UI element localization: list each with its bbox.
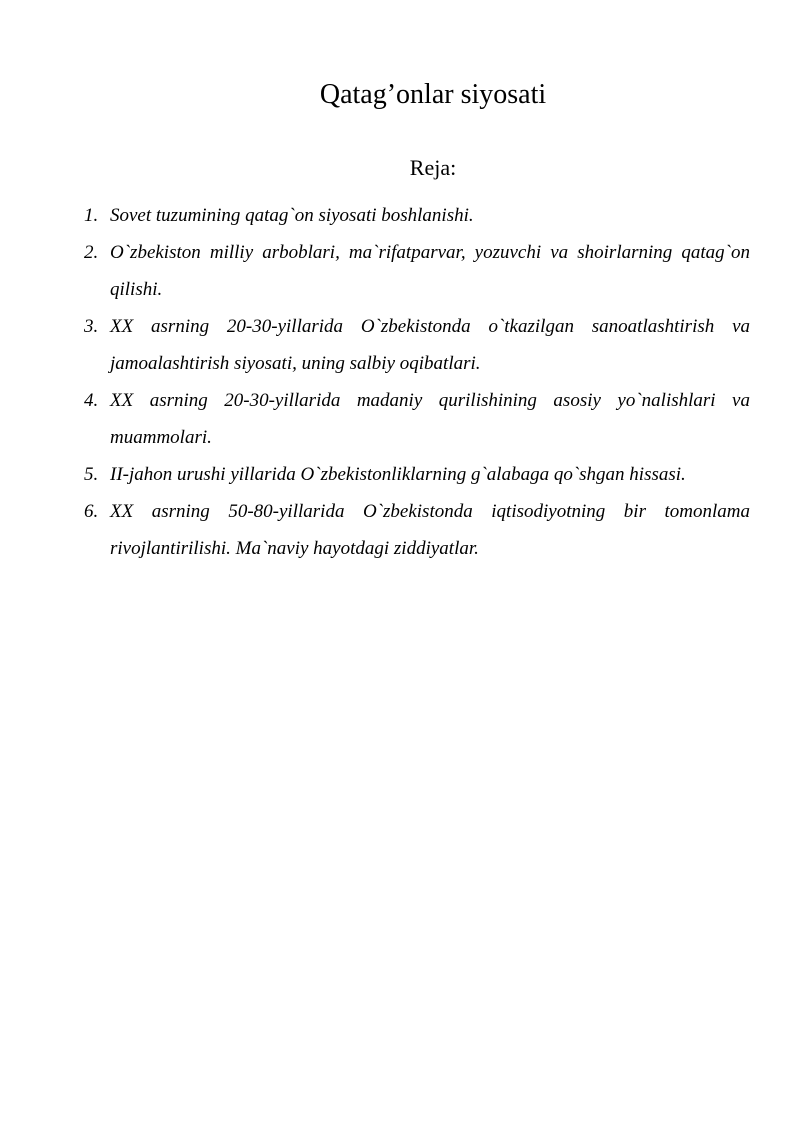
- plan-item: [84, 382, 750, 456]
- plan-item: [84, 308, 750, 382]
- plan-item: [84, 493, 750, 567]
- plan-item-text: XX asrning 50-80-yillarida O`zbekistonda iqtisodiyotning bir tomonlama rivojlantirilishi. Ma`naviy hayotdagi ziddiyatlar.: [110, 501, 750, 559]
- plan-item-number: 6.: [84, 501, 99, 522]
- plan-item-text: Sovet tuzumining qatag`on siyosati boshlanishi.: [110, 205, 474, 226]
- plan-item-number: 1.: [84, 205, 99, 226]
- plan-item: [84, 197, 750, 234]
- plan-list: [84, 197, 750, 567]
- plan-item-text: XX asrning 20-30-yillarida O`zbekistonda o`tkazilgan sanoatlashtirish va jamoalashtirish siyosati, uning salbiy oqibatlari.: [110, 316, 750, 374]
- plan-item-number: 4.: [84, 390, 99, 411]
- plan-heading: Reja:: [409, 155, 457, 180]
- page-title: Qatag’onlar siyosati: [319, 79, 547, 110]
- plan-item: [84, 234, 750, 308]
- plan-item-number: 5.: [84, 464, 99, 485]
- plan-item-number: 2.: [84, 242, 99, 263]
- plan-item: [84, 456, 750, 493]
- plan-item-text: II-jahon urushi yillarida O`zbekistonliklarning g`alabaga qo`shgan hissasi.: [110, 464, 686, 485]
- plan-item-text: O`zbekiston milliy arboblari, ma`rifatparvar, yozuvchi va shoirlarning qatag`on qilishi.: [110, 242, 750, 300]
- plan-item-text: XX asrning 20-30-yillarida madaniy qurilishining asosiy yo`nalishlari va muammolari.: [110, 390, 750, 448]
- plan-item-number: 3.: [84, 316, 99, 337]
